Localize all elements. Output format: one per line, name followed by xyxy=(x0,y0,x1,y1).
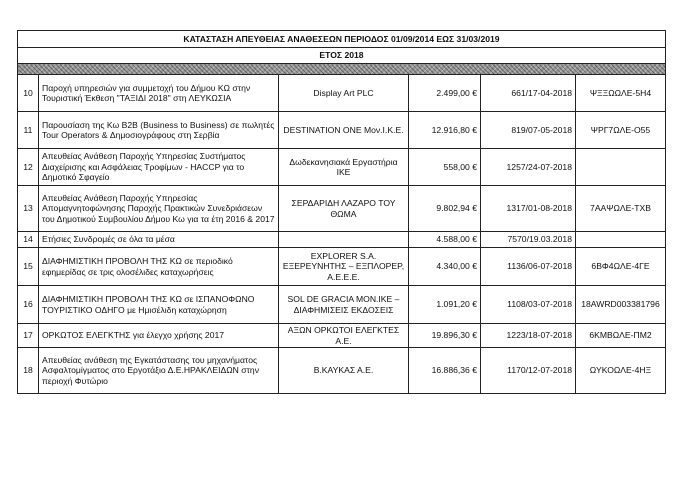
year-label: ΕΤΟΣ 2018 xyxy=(18,48,666,64)
row-ada-code: ΨΞΞΩΩΛΕ-5Η4 xyxy=(576,75,666,112)
shaded-separator xyxy=(18,64,666,75)
row-ada-code: 6ΒΦ4ΩΛΕ-4ΓΕ xyxy=(576,248,666,286)
row-ada-code: ΩΥΚΟΩΛΕ-4ΗΞ xyxy=(576,348,666,394)
table-row xyxy=(18,149,666,186)
table-row xyxy=(18,286,666,324)
row-protocol: 819/07-05-2018 xyxy=(481,112,576,149)
row-description: Παροχή υπηρεσιών για συμμετοχή του Δήμου ΚΩ στην Τουριστική Έκθεση "ΤΑΞΙΔΙ 2018" στη ΛΕΥΚΩΣΙΑ xyxy=(39,75,279,112)
table-row xyxy=(18,186,666,232)
row-amount: 9.802,94 € xyxy=(409,186,481,232)
row-amount: 558,00 € xyxy=(409,149,481,186)
row-ada-code: ΨΡΓ7ΩΛΕ-Ο55 xyxy=(576,112,666,149)
table-row xyxy=(18,348,666,394)
row-description: Παρουσίαση της Κω B2B (Business to Business) σε πωλητές Tour Operators & Δημοσιογράφους στη Σερβία xyxy=(39,112,279,149)
row-amount: 2.499,00 € xyxy=(409,75,481,112)
row-protocol: 1170/12-07-2018 xyxy=(481,348,576,394)
row-vendor: ΑΞΩΝ ΟΡΚΩΤΟΙ ΕΛΕΓΚΤΕΣ Α.Ε. xyxy=(279,324,409,348)
row-description: Ετήσιες Συνδρομές σε όλα τα μέσα xyxy=(39,232,279,248)
row-description: ΔΙΑΦΗΜΙΣΤΙΚΗ ΠΡΟΒΟΛΗ ΤΗΣ ΚΩ σε περιοδικό εφημερίδας σε τρις ολοσέλιδες καταχωρήσεις xyxy=(39,248,279,286)
row-vendor: Β.ΚΑΥΚΑΣ Α.Ε. xyxy=(279,348,409,394)
row-amount: 4.340,00 € xyxy=(409,248,481,286)
table-row xyxy=(18,232,666,248)
year-row xyxy=(18,48,666,64)
row-vendor: DESTINATION ONE Μον.Ι.Κ.Ε. xyxy=(279,112,409,149)
table-title-row xyxy=(18,31,666,48)
row-protocol: 661/17-04-2018 xyxy=(481,75,576,112)
table-row xyxy=(18,248,666,286)
row-vendor: EXPLORER S.A. ΕΞΕΡΕΥΝΗΤΗΣ – ΕΞΠΛΟΡΕΡ, Α.Ε.Ε.Ε. xyxy=(279,248,409,286)
row-number: 14 xyxy=(18,232,39,248)
row-number: 10 xyxy=(18,75,39,112)
row-description: ΟΡΚΩΤΟΣ ΕΛΕΓΚΤΗΣ για έλεγχο χρήσης 2017 xyxy=(39,324,279,348)
row-amount: 16.886,36 € xyxy=(409,348,481,394)
row-vendor: SOL DE GRACIA ΜΟΝ.ΙΚΕ – ΔΙΑΦΗΜΙΣΕΙΣ ΕΚΔΟΣΕΙΣ xyxy=(279,286,409,324)
row-vendor: Δωδεκανησιακά Εργαστήρια ΙΚΕ xyxy=(279,149,409,186)
row-protocol: 7570/19.03.2018 xyxy=(481,232,576,248)
row-number: 15 xyxy=(18,248,39,286)
row-number: 13 xyxy=(18,186,39,232)
row-protocol: 1136/06-07-2018 xyxy=(481,248,576,286)
row-amount: 4.588,00 € xyxy=(409,232,481,248)
row-vendor: Display Art PLC xyxy=(279,75,409,112)
row-vendor: ΣΕΡΔΑΡΙΔΗ ΛΑΖΑΡΟ ΤΟΥ ΘΩΜΑ xyxy=(279,186,409,232)
row-protocol: 1317/01-08-2018 xyxy=(481,186,576,232)
row-number: 11 xyxy=(18,112,39,149)
row-number: 16 xyxy=(18,286,39,324)
row-ada-code: 7ΑΑΨΩΛΕ-ΤΧΒ xyxy=(576,186,666,232)
row-number: 18 xyxy=(18,348,39,394)
row-description: Απευθείας ανάθεση της Εγκατάστασης του μηχανήματος Ασφαλτομίγματος στο Εργοτάξιο Δ.Ε.ΗΡΑΚΛΕΙΔΩΝ στην περιοχή Φυτώριο xyxy=(39,348,279,394)
table-row xyxy=(18,112,666,149)
row-number: 12 xyxy=(18,149,39,186)
row-amount: 12.916,80 € xyxy=(409,112,481,149)
row-number: 17 xyxy=(18,324,39,348)
row-protocol: 1223/18-07-2018 xyxy=(481,324,576,348)
table-row xyxy=(18,324,666,348)
row-description: ΔΙΑΦΗΜΙΣΤΙΚΗ ΠΡΟΒΟΛΗ ΤΗΣ ΚΩ σε ΙΣΠΑΝΟΦΩΝΟ ΤΟΥΡΙΣΤΙΚΟ ΟΔΗΓΟ με Ημισέλιδη καταχώρηση xyxy=(39,286,279,324)
row-amount: 19.896,30 € xyxy=(409,324,481,348)
table-row xyxy=(18,75,666,112)
shaded-separator-row xyxy=(18,64,666,75)
row-protocol: 1108/03-07-2018 xyxy=(481,286,576,324)
row-protocol: 1257/24-07-2018 xyxy=(481,149,576,186)
row-amount: 1.091,20 € xyxy=(409,286,481,324)
table-title: ΚΑΤΑΣΤΑΣΗ ΑΠΕΥΘΕΙΑΣ ΑΝΑΘΕΣΕΩΝ ΠΕΡΙΟΔΟΣ 01/09/2014 ΕΩΣ 31/03/2019 xyxy=(18,31,666,48)
row-description: Απευθείας Ανάθεση Παροχής Υπηρεσίας Απομαγνητοφώνησης Παροχής Πρακτικών Συνεδριάσεων του Δημοτικού Συμβουλίου Δήμου Κω για τα έτη 2016 & 2017 xyxy=(39,186,279,232)
row-description: Απευθείας Ανάθεση Παροχής Υπηρεσίας Συστήματος Διαχείρισης και Ασφάλειας Τροφίμων - HACCP για το Δημοτικό Σφαγείο xyxy=(39,149,279,186)
row-ada-code xyxy=(576,149,666,186)
row-ada-code: 6ΚΜΒΩΛΕ-ΠΜ2 xyxy=(576,324,666,348)
row-ada-code xyxy=(576,232,666,248)
row-vendor xyxy=(279,232,409,248)
row-ada-code: 18AWRD003381796 xyxy=(576,286,666,324)
direct-awards-table xyxy=(17,30,666,394)
